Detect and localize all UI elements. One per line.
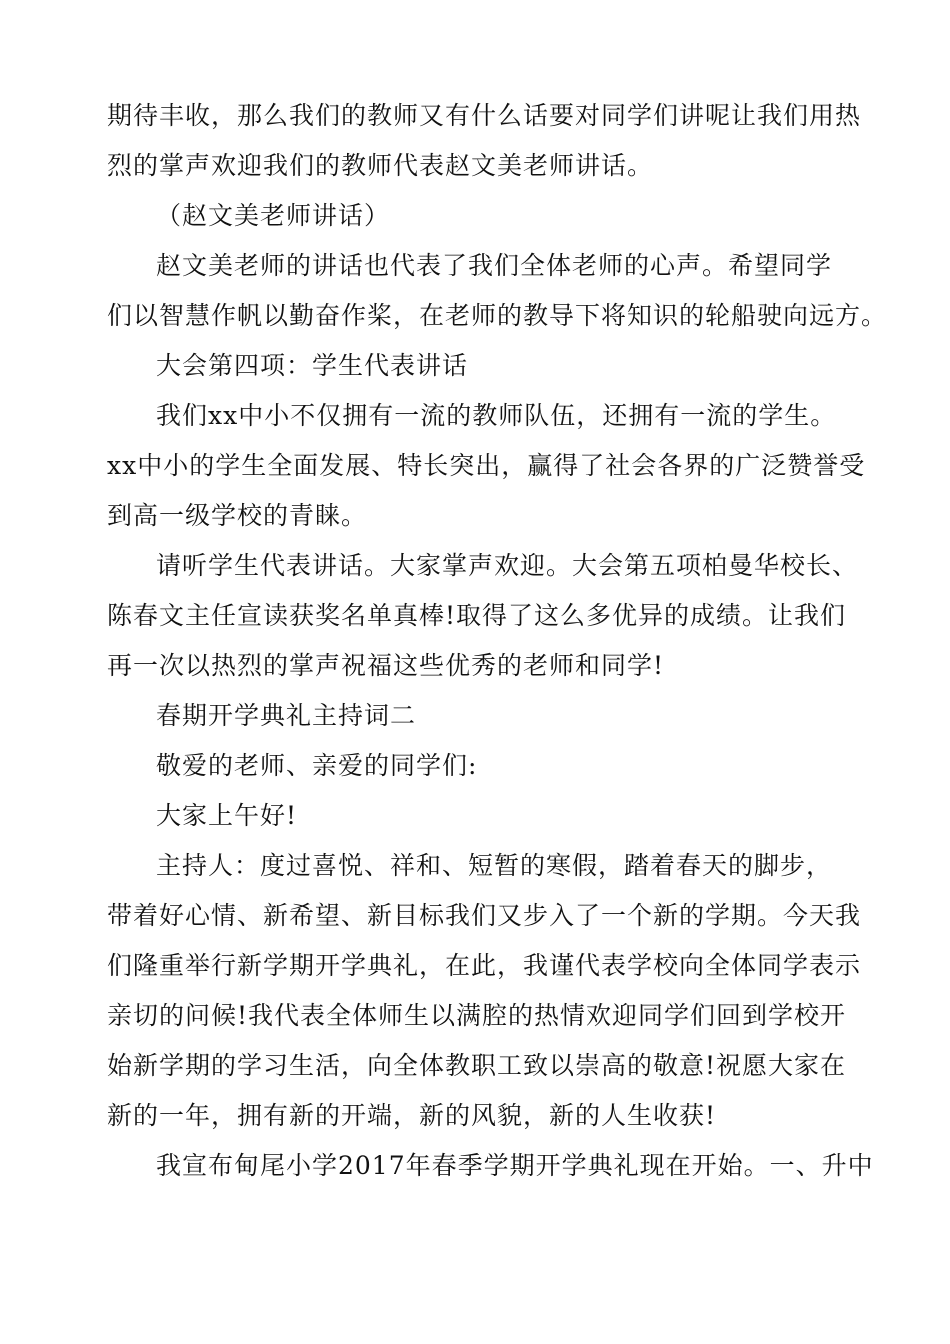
text-line: 亲切的问候!我代表全体师生以满腔的热情欢迎同学们回到学校开: [107, 1001, 847, 1030]
text-line: 陈春文主任宣读获奖名单真棒!取得了这么多优异的成绩。让我们: [107, 601, 847, 630]
text-line: 赵文美老师的讲话也代表了我们全体老师的心声。希望同学: [156, 251, 833, 280]
text-line: 们以智慧作帆以勤奋作桨，在老师的教导下将知识的轮船驶向远方。: [107, 301, 888, 330]
text-line: 新的一年，拥有新的开端，新的风貌，新的人生收获!: [107, 1101, 717, 1130]
text-line: 带着好心情、新希望、新目标我们又步入了一个新的学期。今天我: [107, 901, 862, 930]
text-line: 请听学生代表讲话。大家掌声欢迎。大会第五项柏曼华校长、: [156, 551, 859, 580]
salutation: 敬爱的老师、亲爱的同学们:: [156, 751, 478, 780]
text-line: 我们xx中小不仅拥有一流的教师队伍，还拥有一流的学生。: [156, 401, 837, 430]
text-line: （赵文美老师讲话）: [156, 201, 391, 230]
text-line: 期待丰收，那么我们的教师又有什么话要对同学们讲呢让我们用热: [107, 101, 862, 130]
text-line: 再一次以热烈的掌声祝福这些优秀的老师和同学!: [107, 651, 665, 680]
text-line: 主持人：度过喜悦、祥和、短暂的寒假，踏着春天的脚步，: [156, 851, 833, 880]
section-heading: 大会第四项：学生代表讲话: [156, 351, 469, 380]
text-line: 们隆重举行新学期开学典礼，在此，我谨代表学校向全体同学表示: [107, 951, 862, 980]
text-line: 烈的掌声欢迎我们的教师代表赵文美老师讲话。: [107, 151, 654, 180]
section-heading: 春期开学典礼主持词二: [156, 701, 417, 730]
text-line: 始新学期的学习生活，向全体教职工致以崇高的敬意!祝愿大家在: [107, 1051, 847, 1080]
greeting: 大家上午好!: [156, 801, 298, 830]
text-line: 我宣布甸尾小学2017年春季学期开学典礼现在开始。一、升中: [156, 1151, 874, 1180]
text-line: 到高一级学校的青睐。: [107, 501, 368, 530]
text-line: xx中小的学生全面发展、特长突出，赢得了社会各界的广泛赞誉受: [107, 451, 866, 480]
